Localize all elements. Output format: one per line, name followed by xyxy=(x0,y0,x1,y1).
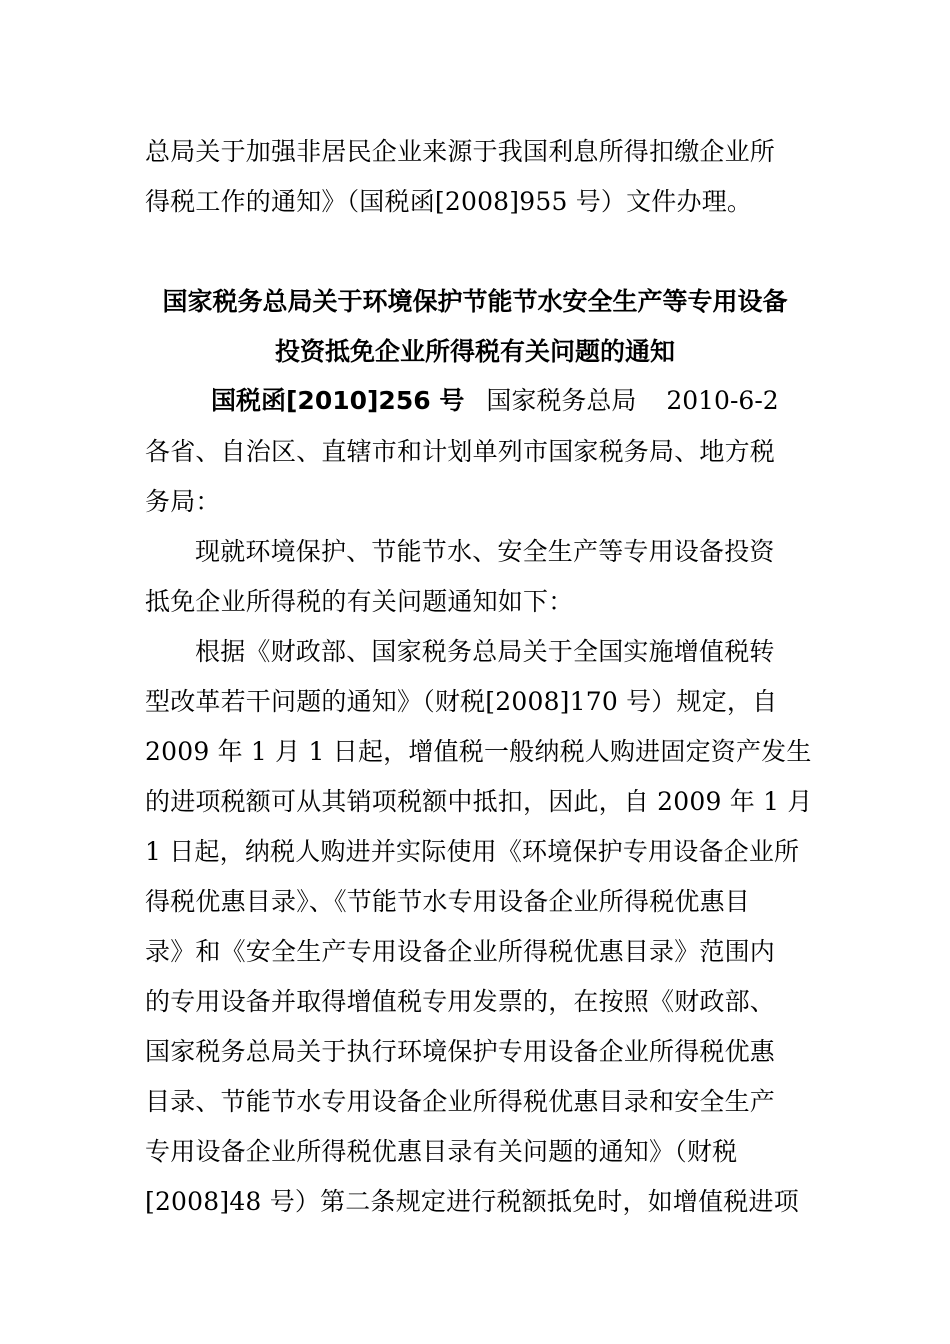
issuer: 国家税务总局 xyxy=(486,386,637,415)
issue-date: 2010-6-2 xyxy=(666,386,779,415)
paragraph1-line-2: 抵免企业所得税的有关问题通知如下： xyxy=(145,587,574,616)
paragraph2-line-1: 根据《财政部、国家税务总局关于全国实施增值税转 xyxy=(195,637,775,666)
addressee-line-1: 各省、自治区、直辖市和计划单列市国家税务局、地方税 xyxy=(145,437,776,466)
paragraph2-line-12: [2008]48 号）第二条规定进行税额抵免时，如增值税进项 xyxy=(145,1187,799,1216)
paragraph2-line-11: 专用设备企业所得税优惠目录有关问题的通知》（财税 xyxy=(145,1137,738,1166)
paragraph2-line-5: 1 日起，纳税人购进并实际使用《环境保护专用设备企业所 xyxy=(145,837,800,866)
notice-meta xyxy=(211,386,779,416)
lead-line-2: 得税工作的通知》（国税函[2008]955 号）文件办理。 xyxy=(145,187,753,216)
notice-title-line-2: 投资抵免企业所得税有关问题的通知 xyxy=(274,337,675,366)
addressee-line-2: 务局： xyxy=(145,487,221,516)
paragraph2-line-8: 的专用设备并取得增值税专用发票的，在按照《财政部、 xyxy=(145,987,776,1016)
paragraph2-line-9: 国家税务总局关于执行环境保护专用设备企业所得税优惠 xyxy=(145,1037,776,1066)
paragraph2-line-3: 2009 年 1 月 1 日起，增值税一般纳税人购进固定资产发生 xyxy=(145,737,812,766)
lead-line-1: 总局关于加强非居民企业来源于我国利息所得扣缴企业所 xyxy=(145,137,776,166)
paragraph2-line-10: 目录、节能节水专用设备企业所得税优惠目录和安全生产 xyxy=(145,1087,776,1116)
paragraph2-line-2: 型改革若干问题的通知》（财税[2008]170 号）规定，自 xyxy=(145,687,778,716)
paragraph2-line-4: 的进项税额可从其销项税额中抵扣，因此，自 2009 年 1 月 xyxy=(145,787,813,816)
doc-number: 国税函[2010]256 号 xyxy=(211,386,465,415)
paragraph2-line-7: 录》和《安全生产专用设备企业所得税优惠目录》范围内 xyxy=(145,937,776,966)
paragraph1-line-1: 现就环境保护、节能节水、安全生产等专用设备投资 xyxy=(195,537,775,566)
notice-title-line-1: 国家税务总局关于环境保护节能节水安全生产等专用设备 xyxy=(162,287,788,316)
paragraph2-line-6: 得税优惠目录》、《节能节水专用设备企业所得税优惠目 xyxy=(145,887,751,916)
